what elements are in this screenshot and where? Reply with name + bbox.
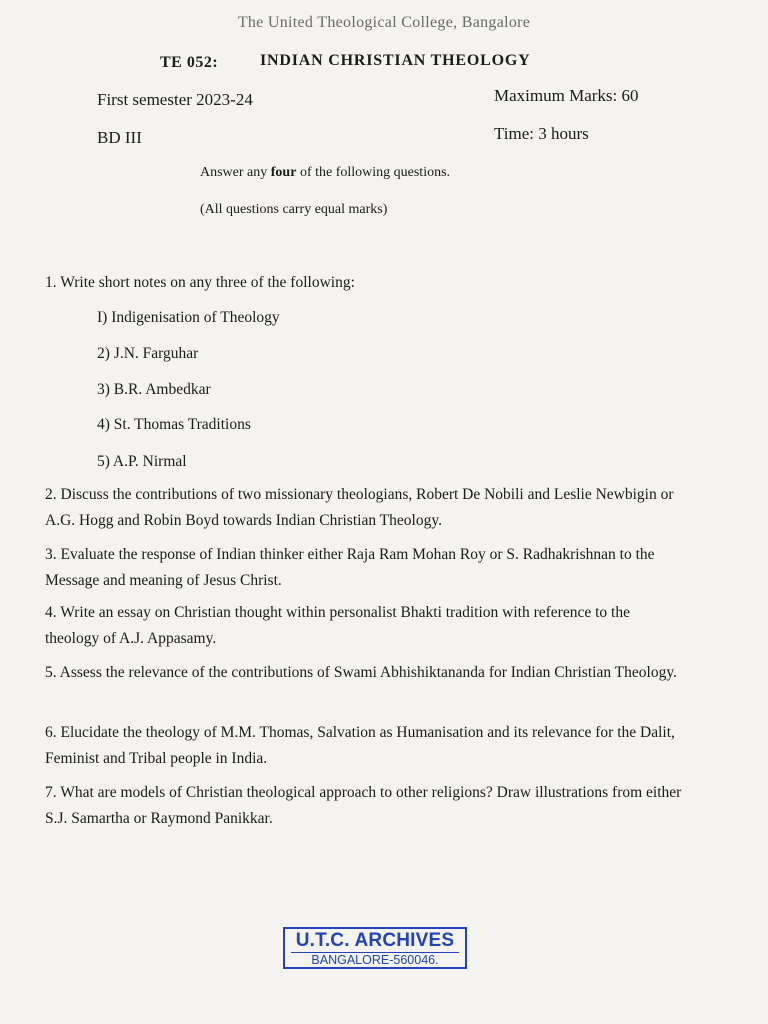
- archives-stamp: [283, 927, 467, 969]
- instruction-post: of the following questions.: [296, 165, 451, 180]
- question-1: 1. Write short notes on any three of the following:: [45, 274, 355, 291]
- course-title: INDIAN CHRISTIAN THEOLOGY: [260, 52, 531, 69]
- question-2: 2. Discuss the contributions of two missionary theologians, Robert De Nobili and Leslie Newbigin or A.G. Hogg and Robin Boyd towards Indian Christian Theology.: [45, 486, 674, 529]
- question-5: 5. Assess the relevance of the contributions of Swami Abhishiktananda for Indian Christian Theology.: [45, 664, 677, 681]
- instruction-pre: Answer any: [200, 165, 271, 180]
- semester: First semester 2023-24: [97, 90, 253, 109]
- college-name: The United Theological College, Bangalore: [237, 14, 531, 31]
- stamp-subtitle: BANGALORE-560046.: [291, 952, 459, 967]
- question-1-item: 3) B.R. Ambedkar: [97, 381, 211, 398]
- marks-note: (All questions carry equal marks): [200, 202, 388, 217]
- question-3: 3. Evaluate the response of Indian thinker either Raja Ram Mohan Roy or S. Radhakrishnan to the Message and meaning of Jesus Christ.: [45, 546, 655, 589]
- question-1-item: 5) A.P. Nirmal: [97, 453, 187, 470]
- instruction-text: [200, 165, 450, 181]
- course-code: TE 052:: [160, 54, 219, 71]
- question-1-item: 2) J.N. Farguhar: [97, 345, 199, 362]
- question-1-item: I) Indigenisation of Theology: [97, 309, 280, 326]
- exam-time: Time: 3 hours: [494, 124, 589, 143]
- question-6: 6. Elucidate the theology of M.M. Thomas, Salvation as Humanisation and its relevance for the Dalit, Feminist and Tribal people in India.: [45, 724, 675, 767]
- instruction-count: four: [270, 165, 297, 180]
- stamp-title: U.T.C. ARCHIVES: [295, 930, 455, 951]
- question-1-item: 4) St. Thomas Traditions: [97, 416, 251, 433]
- question-7: 7. What are models of Christian theological approach to other religions? Draw illustrations from either S.J. Samartha or Raymond Panikkar.: [45, 784, 682, 827]
- max-marks: Maximum Marks: 60: [494, 86, 639, 105]
- batch: BD III: [97, 128, 142, 147]
- question-4: 4. Write an essay on Christian thought within personalist Bhakti tradition with reference to the theology of A.J. Appasamy.: [45, 604, 630, 647]
